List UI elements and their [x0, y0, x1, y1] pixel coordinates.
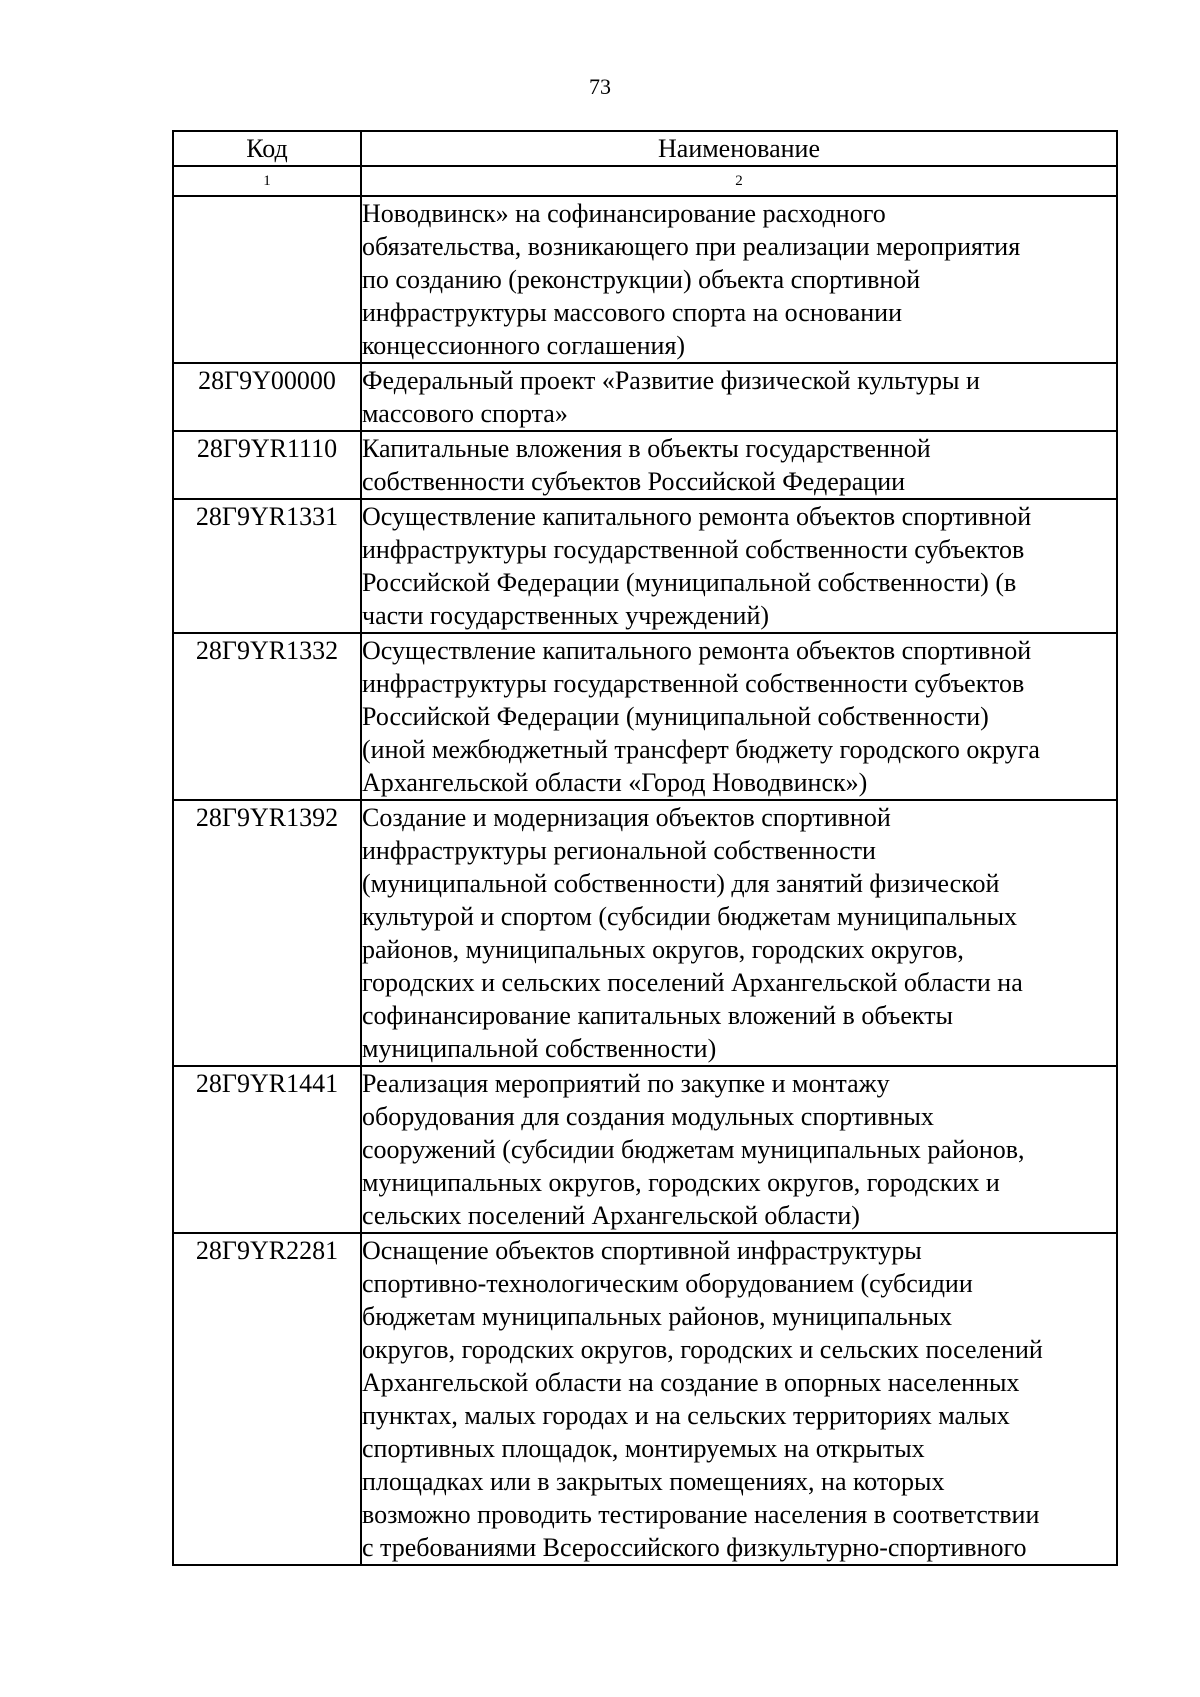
- row-name: Капитальные вложения в объекты государственной собственности субъектов Российской Федерации: [361, 431, 1117, 499]
- row-code: 28Г9YR2281: [173, 1233, 361, 1565]
- table-row: [173, 499, 1117, 633]
- column-number-row: [173, 166, 1117, 196]
- row-name: Новодвинск» на софинансирование расходного обязательства, возникающего при реализации мероприятия по созданию (реконструкции) объекта спортивной инфраструктуры массового спорта на основании концессионного соглашения): [361, 196, 1117, 363]
- row-code: 28Г9YR1441: [173, 1066, 361, 1233]
- table-row: [173, 633, 1117, 800]
- table-header-row: [173, 131, 1117, 166]
- column-number-code: 1: [173, 166, 361, 196]
- table-row: [173, 800, 1117, 1066]
- row-name: Реализация мероприятий по закупке и монтажу оборудования для создания модульных спортивных сооружений (субсидии бюджетам муниципальных районов, муниципальных округов, городских округов, городских и сельских поселений Архангельской области): [361, 1066, 1117, 1233]
- header-name: Наименование: [361, 131, 1117, 166]
- page-number: 73: [589, 74, 611, 99]
- row-name: Оснащение объектов спортивной инфраструктуры спортивно-технологическим оборудованием (субсидии бюджетам муниципальных районов, муниципальных округов, городских округов, городских и сельских поселений Архангельской области на создание в опорных населенных пунктах, малых городах и на сельских территориях малых спортивных площадок, монтируемых на открытых площадках или в закрытых помещениях, на которых возможно проводить тестирование населения в соответствии с требованиями Всероссийского физкультурно-спортивного: [361, 1233, 1117, 1565]
- budget-code-table: [172, 130, 1118, 1566]
- row-code: 28Г9YR1332: [173, 633, 361, 800]
- row-name: Осуществление капитального ремонта объектов спортивной инфраструктуры государственной собственности субъектов Российской Федерации (муниципальной собственности) (иной межбюджетный трансферт бюджету городского округа Архангельской области «Город Новодвинск»): [361, 633, 1117, 800]
- row-name: Федеральный проект «Развитие физической культуры и массового спорта»: [361, 363, 1117, 431]
- table-row: [173, 363, 1117, 431]
- header-code: Код: [173, 131, 361, 166]
- row-name: Осуществление капитального ремонта объектов спортивной инфраструктуры государственной собственности субъектов Российской Федерации (муниципальной собственности) (в части государственных учреждений): [361, 499, 1117, 633]
- row-code: 28Г9YR1110: [173, 431, 361, 499]
- row-code: 28Г9Y00000: [173, 363, 361, 431]
- row-name: Создание и модернизация объектов спортивной инфраструктуры региональной собственности (муниципальной собственности) для занятий физической культурой и спортом (субсидии бюджетам муниципальных районов, муниципальных округов, городских округов, городских и сельских поселений Архангельской области на софинансирование капитальных вложений в объекты муниципальной собственности): [361, 800, 1117, 1066]
- row-code: 28Г9YR1392: [173, 800, 361, 1066]
- table-row: [173, 1233, 1117, 1565]
- table-row: [173, 1066, 1117, 1233]
- row-code: 28Г9YR1331: [173, 499, 361, 633]
- row-code: [173, 196, 361, 363]
- column-number-name: 2: [361, 166, 1117, 196]
- table-row: [173, 431, 1117, 499]
- table-row: [173, 196, 1117, 363]
